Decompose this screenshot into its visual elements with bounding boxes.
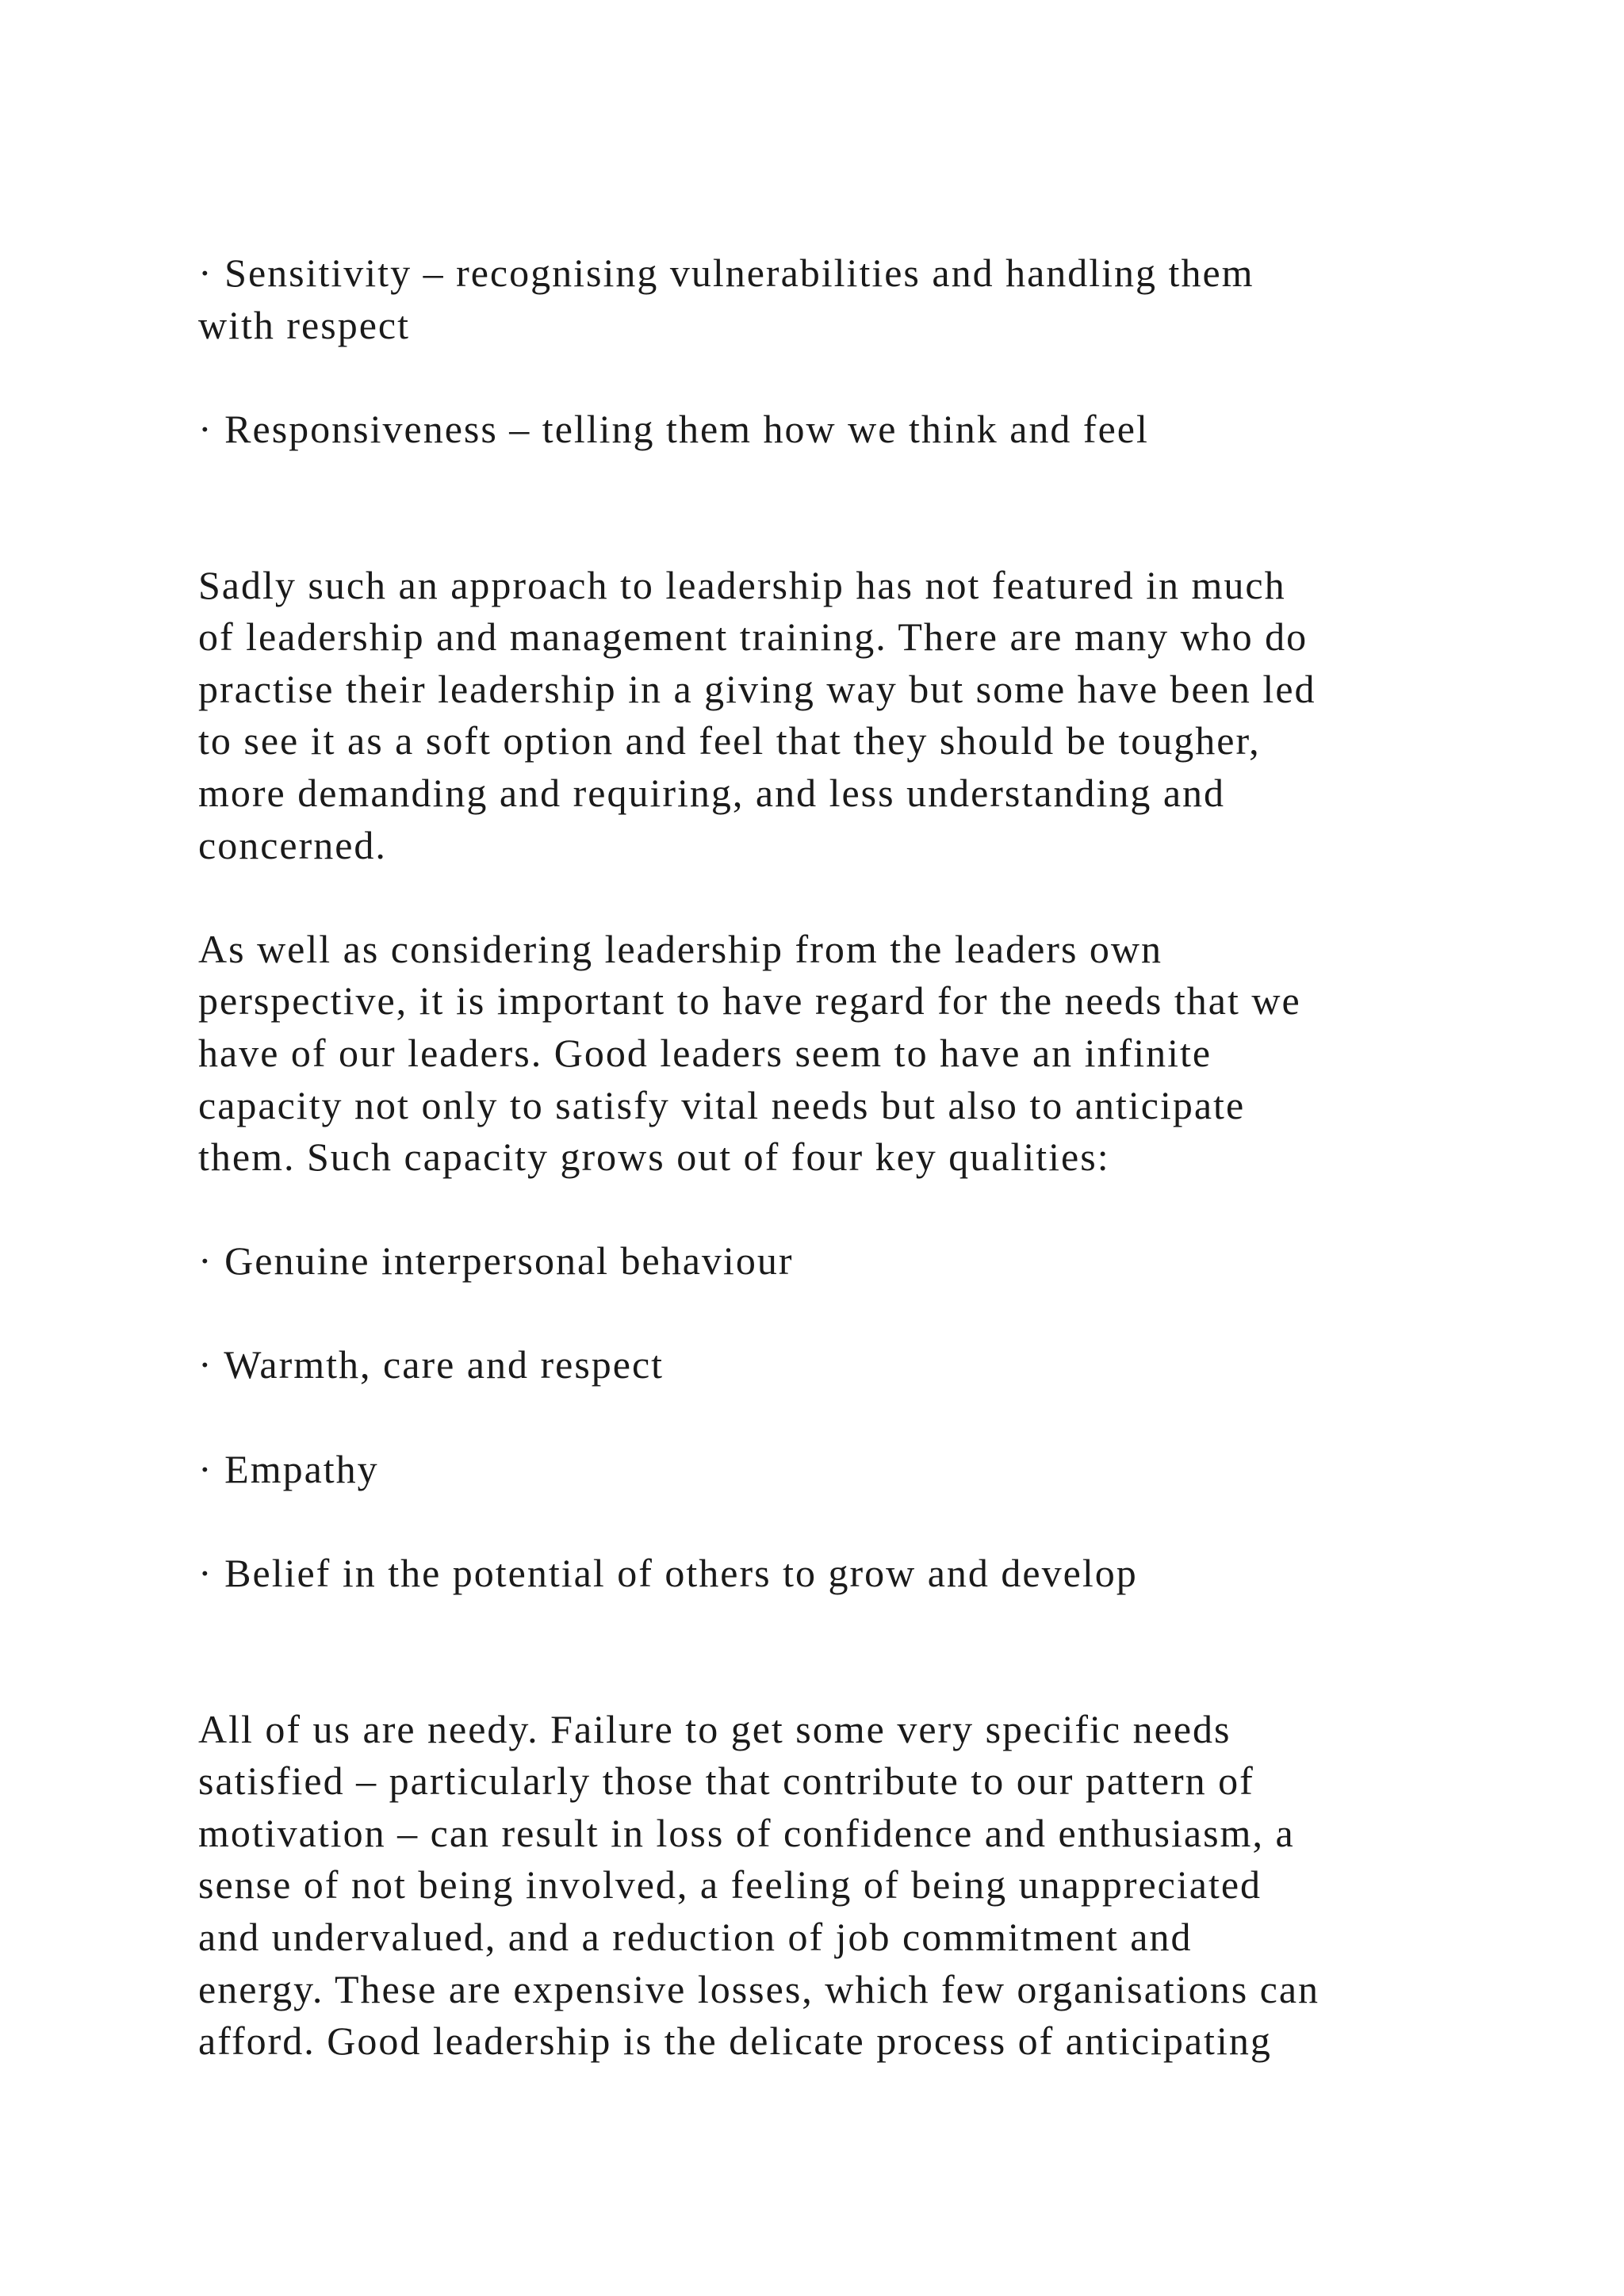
document-body (198, 247, 1483, 2068)
text-line: practise their leadership in a giving way but some have been led (198, 666, 1316, 711)
paragraph-gap (198, 1288, 1483, 1340)
text-line: more demanding and requiring, and less understanding and (198, 770, 1226, 815)
text-line: have of our leaders. Good leaders seem to have an infinite (198, 1030, 1212, 1075)
text-line: · Responsiveness – telling them how we think and feel (198, 406, 1149, 451)
text-line: them. Such capacity grows out of four key qualities: (198, 1135, 1110, 1180)
bullet-empathy: · Empathy (198, 1446, 379, 1491)
text-line: with respect (198, 302, 410, 347)
text-line: sense of not being involved, a feeling of being unappreciated (198, 1862, 1262, 1908)
bullet-warmth: · Warmth, care and respect (198, 1342, 665, 1387)
paragraph-sadly (198, 560, 1483, 872)
text-line: perspective, it is important to have regard for the needs that we (198, 978, 1301, 1024)
bullet-responsiveness (198, 404, 1483, 456)
bullet-belief: · Belief in the potential of others to grow and develop (198, 1550, 1138, 1595)
text-line: · Sensitivity – recognising vulnerabilities and handling them (198, 251, 1254, 295)
paragraph-gap (198, 507, 1483, 560)
paragraph-gap (198, 1184, 1483, 1236)
paragraph-gap (198, 871, 1483, 924)
paragraph-gap (198, 455, 1483, 507)
text-line: motivation – can result in loss of confidence and enthusiasm, a (198, 1810, 1295, 1855)
bullet-sensitivity (198, 247, 1483, 351)
paragraph-as-well (198, 924, 1483, 1184)
paragraph-gap (198, 351, 1483, 404)
text-line: All of us are needy. Failure to get some very specific needs (198, 1706, 1231, 1751)
paragraph-gap (198, 1495, 1483, 1548)
text-line: and undervalued, and a reduction of job commitment and (198, 1915, 1193, 1959)
paragraph-gap (198, 1391, 1483, 1444)
paragraph-gap (198, 1599, 1483, 1651)
paragraph-gap (198, 1651, 1483, 1704)
paragraph-all-of-us (198, 1704, 1483, 2068)
text-line: afford. Good leadership is the delicate process of anticipating (198, 2019, 1272, 2064)
text-line: energy. These are expensive losses, which few organisations can (198, 1966, 1320, 2011)
text-line: satisfied – particularly those that contribute to our pattern of (198, 1758, 1254, 1804)
text-line: to see it as a soft option and feel that they should be tougher, (198, 718, 1261, 763)
text-line: concerned. (198, 822, 387, 867)
text-line: As well as considering leadership from the leaders own (198, 926, 1163, 971)
bullet-list-qualities (198, 1235, 1483, 1599)
text-line: capacity not only to satisfy vital needs but also to anticipate (198, 1082, 1246, 1127)
text-line: Sadly such an approach to leadership has not featured in much (198, 562, 1286, 607)
bullet-genuine: · Genuine interpersonal behaviour (198, 1238, 794, 1284)
text-line: of leadership and management training. There are many who do (198, 614, 1308, 660)
